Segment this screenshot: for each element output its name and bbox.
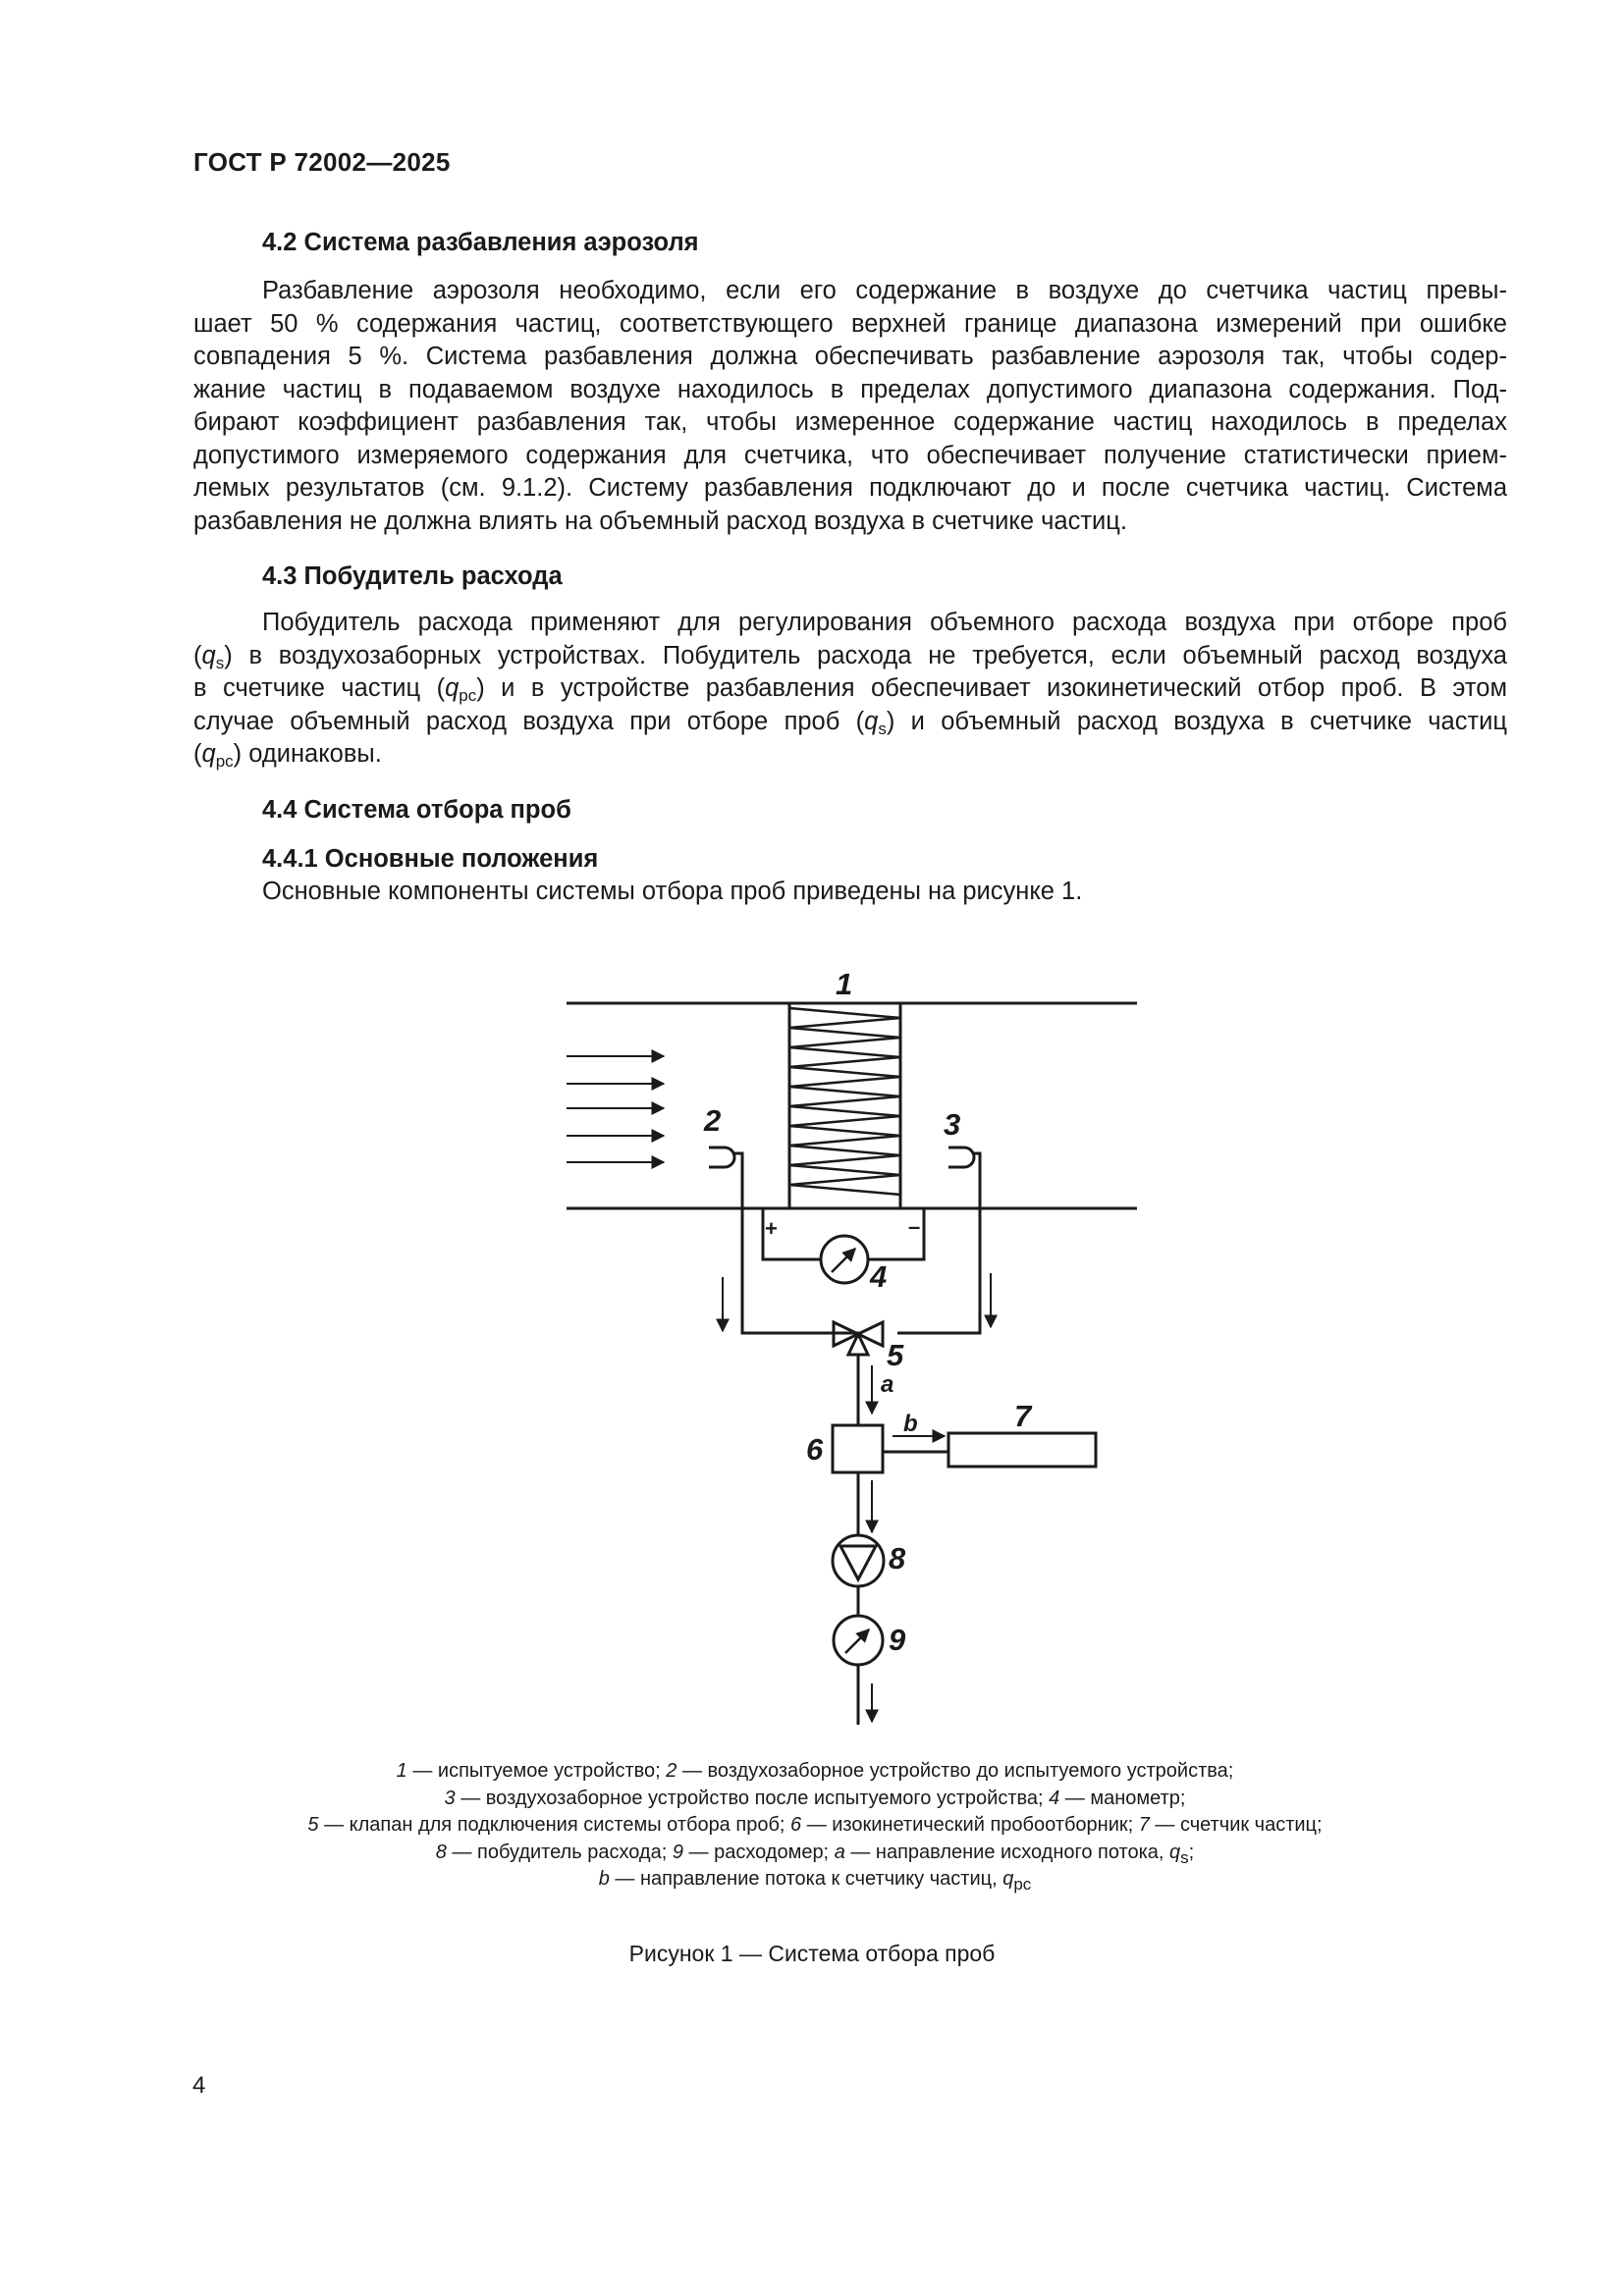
valve-5 xyxy=(834,1322,883,1355)
test-device-1 xyxy=(789,1003,900,1208)
paragraph-line: $(q_s)$ в воздухозаборных устройствах. Побудитель расхода не требуется, если объемный расход воздуха xyxy=(193,641,1507,672)
label-2: 2 xyxy=(704,1103,722,1138)
paragraph-line: разбавления не должна влиять на объемный расход воздуха в счетчике частиц. xyxy=(193,507,1127,535)
legend-line: 8 — побудитель расхода; 9 — расходомер; a — направление исходного потока, $q_s$; xyxy=(435,1841,1195,1867)
paragraph-line: жание частиц в подаваемом воздухе находилось в пределах допустимого диапазона содержания. Под- xyxy=(193,375,1507,403)
paragraph-line: $(q_{pc})$ одинаковы. xyxy=(193,740,382,771)
document-header: ГОСТ Р 72002—2025 xyxy=(193,147,451,177)
paragraph-line: шает 50 % содержания частиц, соответствующего верхней границе диапазона измерений при ошибке xyxy=(193,309,1507,338)
section-4-3-heading: 4.3 Побудитель расхода xyxy=(262,562,563,590)
legend-line: 5 — клапан для подключения системы отбора проб; 6 — изокинетический пробоотборник; 7 — счетчик частиц; xyxy=(307,1814,1323,1836)
label-6: 6 xyxy=(806,1432,824,1467)
label-9: 9 xyxy=(889,1623,906,1657)
paragraph-line: в счетчике частиц $(q_{pc})$ и в устройстве разбавления обеспечивает изокинетический отбор проб. В этом xyxy=(193,674,1507,705)
legend-line: 1 — испытуемое устройство; 2 — воздухозаборное устройство до испытуемого устройства; xyxy=(396,1760,1234,1782)
figure-legend xyxy=(236,1758,1394,1894)
manometer-4 xyxy=(763,1208,924,1283)
figure-title: Рисунок 1 — Система отбора проб xyxy=(628,1941,996,1966)
isokinetic-probe-6 xyxy=(833,1425,883,1472)
section-4-2-heading: 4.2 Система разбавления аэрозоля xyxy=(262,229,699,256)
paragraph-line: лемых результатов (см. 9.1.2). Систему разбавления подключают до и после счетчика частиц. Система xyxy=(193,474,1507,502)
flowmeter-9 xyxy=(834,1616,883,1665)
section-4-4-1-heading: 4.4.1 Основные положения xyxy=(262,845,599,873)
label-4: 4 xyxy=(870,1259,888,1294)
label-b: b xyxy=(903,1411,918,1437)
flow-inducer-8 xyxy=(833,1535,884,1586)
label-8: 8 xyxy=(889,1541,906,1575)
label-1: 1 xyxy=(836,967,853,1001)
side-arrows xyxy=(723,1273,991,1331)
paragraph-line: бирают коэффициент разбавления так, чтобы измеренное содержание частиц находилось в пределах xyxy=(193,408,1507,436)
page-number: 4 xyxy=(192,2072,206,2099)
manometer-plus: + xyxy=(765,1216,778,1241)
particle-counter-7 xyxy=(948,1433,1096,1467)
paragraph-line: Разбавление аэрозоля необходимо, если его содержание в воздухе до счетчика частиц превы- xyxy=(262,277,1507,304)
paragraph-line: Побудитель расхода применяют для регулирования объемного расхода воздуха при отборе проб xyxy=(262,609,1507,636)
section-4-4-1-text: Основные компоненты системы отбора проб приведены на рисунке 1. xyxy=(262,878,1083,905)
manometer-minus: – xyxy=(908,1214,921,1239)
flow-arrows xyxy=(567,1056,664,1162)
legend-line: 3 — воздухозаборное устройство после испытуемого устройства; 4 — манометр; xyxy=(444,1787,1186,1809)
probe-3 xyxy=(897,1148,980,1333)
label-a: a xyxy=(881,1371,894,1398)
label-7: 7 xyxy=(1014,1399,1032,1433)
paragraph-line: совпадения 5 %. Система разбавления должна обеспечивать разбавление аэрозоля так, чтобы содер- xyxy=(193,343,1507,370)
label-3: 3 xyxy=(944,1107,961,1142)
paragraph-line: допустимого измеряемого содержания для счетчика, что обеспечивает получение статистически прием- xyxy=(193,441,1507,469)
paragraph-line: случае объемный расход воздуха при отборе проб $(q_s)$ и объемный расход воздуха в счетчике частиц xyxy=(193,707,1507,738)
section-4-4-heading: 4.4 Система отбора проб xyxy=(262,796,571,824)
label-5: 5 xyxy=(887,1338,904,1372)
legend-line: b — направление потока к счетчику частиц, $q_{pc}$ xyxy=(598,1868,1032,1894)
